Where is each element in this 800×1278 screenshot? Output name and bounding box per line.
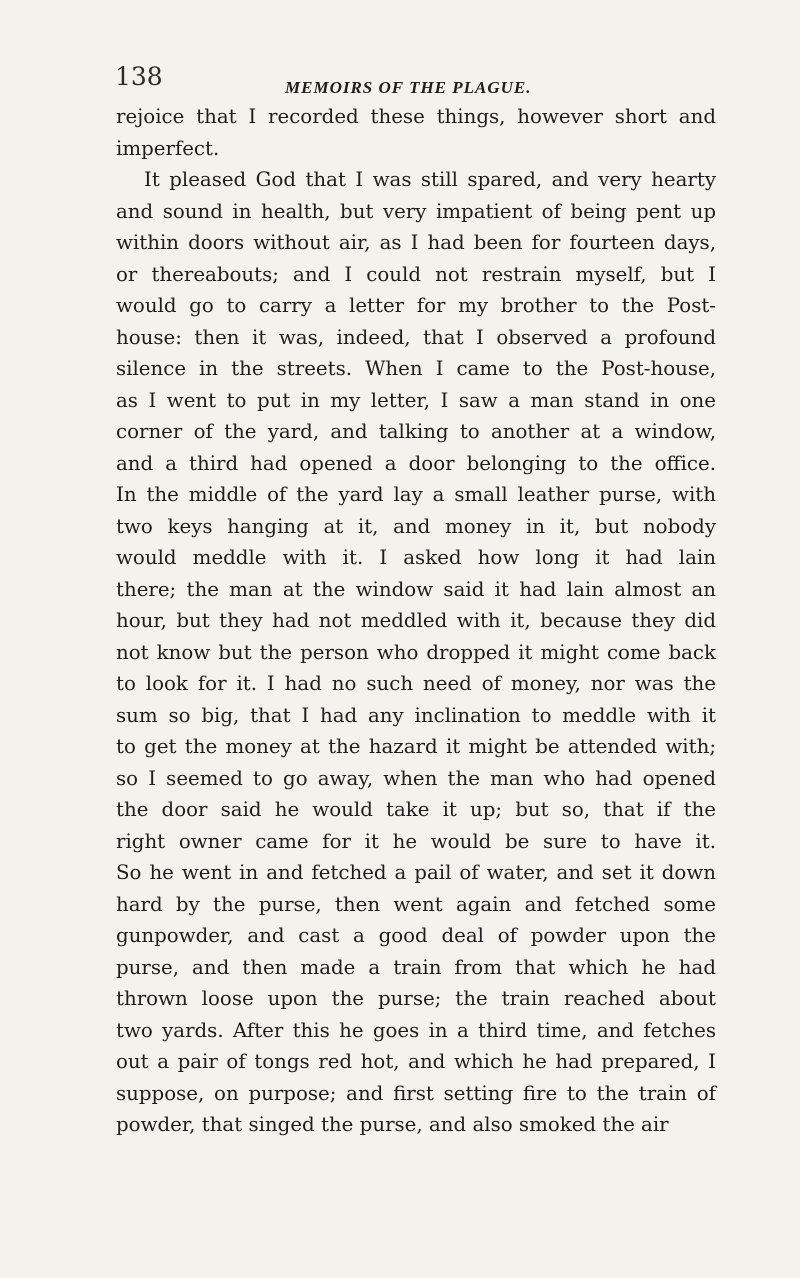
text-line: purse, and then made a train from that which he had xyxy=(116,955,716,979)
text-line: corner of the yard, and talking to another at a window, xyxy=(116,420,716,443)
text-line: not know but the person who dropped it might come back xyxy=(116,640,716,664)
text-line: within doors without air, as I had been for fourteen days, xyxy=(116,231,716,254)
text-line: right owner came for it he would be sure to have it. xyxy=(116,829,716,853)
text-line: the door said he would take it up; but so, that if the xyxy=(116,798,716,821)
text-line: gunpowder, and cast a good deal of powder upon the xyxy=(116,924,716,947)
text-line: two yards. After this he goes in a third time, and fetches xyxy=(116,1018,716,1042)
text-line: hard by the purse, then went again and fetched some xyxy=(116,892,716,916)
text-line: So he went in and fetched a pail of water, and set it down xyxy=(116,861,716,884)
text-line: powder, that singed the purse, and also smoked the air xyxy=(116,1113,669,1136)
running-title: MEMOIRS OF THE PLAGUE. xyxy=(285,78,532,97)
text-line: would meddle with it. I asked how long it had lain xyxy=(116,546,716,569)
text-line: and a third had opened a door belonging to the office. xyxy=(116,451,716,475)
text-line: and sound in health, but very impatient of being pent up xyxy=(116,199,716,223)
text-line: thrown loose upon the purse; the train reached about xyxy=(116,987,716,1010)
text-line: as I went to put in my letter, I saw a man stand in one xyxy=(116,388,716,412)
text-line: house: then it was, indeed, that I observed a profound xyxy=(116,325,716,349)
body-text xyxy=(116,101,716,1141)
text-line: out a pair of tongs red hot, and which he had prepared, I xyxy=(116,1050,716,1073)
text-line: there; the man at the window said it had lain almost an xyxy=(116,577,716,601)
text-line: rejoice that I recorded these things, however short and xyxy=(116,105,716,128)
text-line: It pleased God that I was still spared, and very hearty xyxy=(144,168,716,191)
text-line: or thereabouts; and I could not restrain myself, but I xyxy=(116,262,716,286)
text-line: silence in the streets. When I came to the Post-house, xyxy=(116,357,716,380)
text-line: suppose, on purpose; and first setting fire to the train of xyxy=(116,1081,716,1105)
text-line: imperfect. xyxy=(116,136,220,160)
text-line: hour, but they had not meddled with it, because they did xyxy=(116,609,716,632)
text-line: to look for it. I had no such need of money, nor was the xyxy=(116,672,716,695)
page-number: 138 xyxy=(115,62,163,91)
page-header xyxy=(115,62,545,102)
text-line: sum so big, that I had any inclination to meddle with it xyxy=(116,703,716,727)
text-line: would go to carry a letter for my brother to the Post- xyxy=(116,294,716,317)
text-line: two keys hanging at it, and money in it, but nobody xyxy=(116,514,716,538)
text-line: so I seemed to go away, when the man who had opened xyxy=(116,766,716,790)
text-line: In the middle of the yard lay a small leather purse, with xyxy=(116,483,716,506)
text-line: to get the money at the hazard it might be attended with; xyxy=(116,735,716,758)
